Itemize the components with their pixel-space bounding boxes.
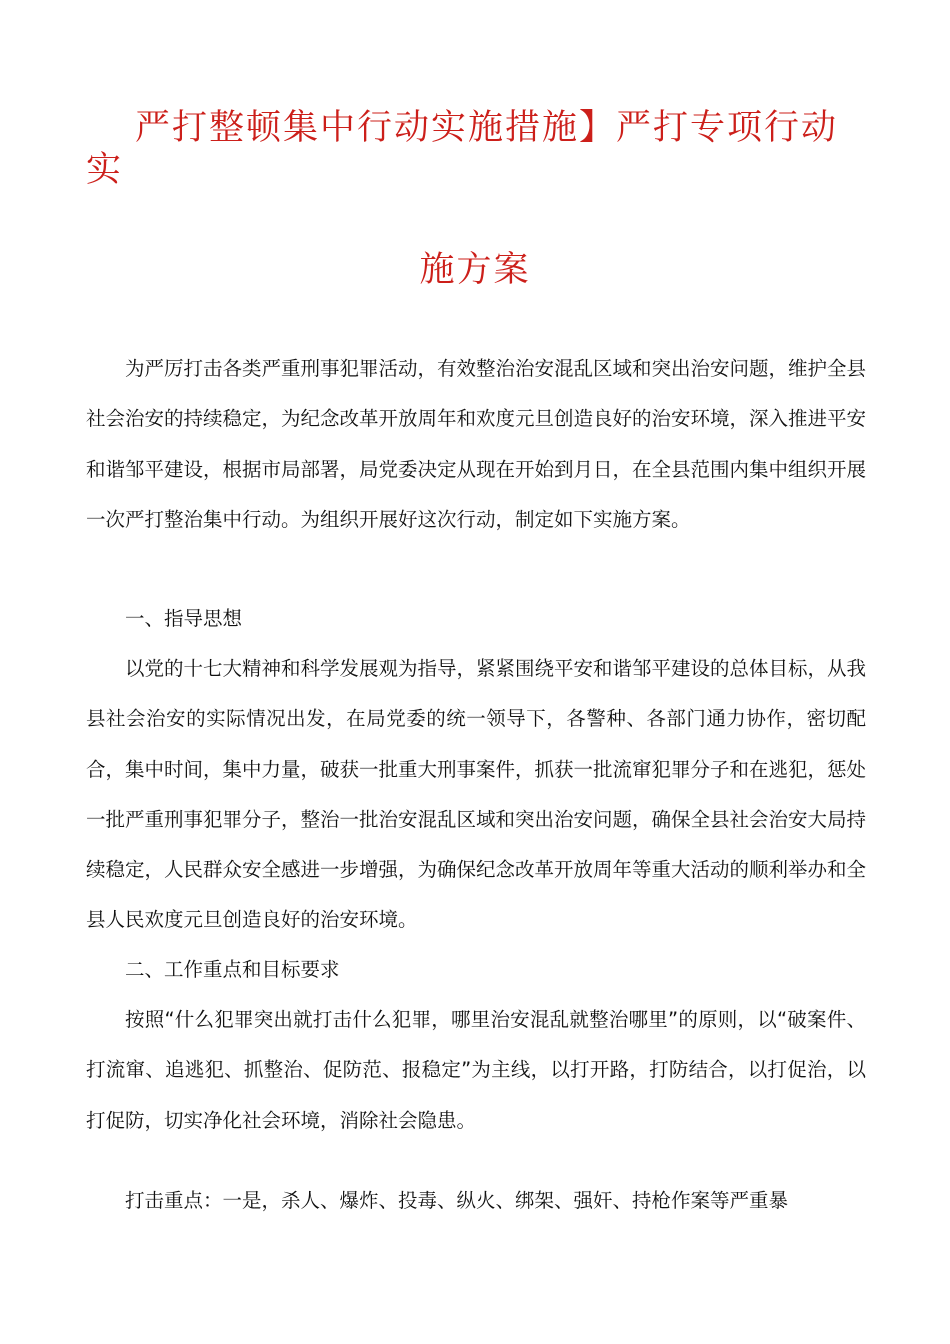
paragraph-guiding-ideology: 以党的十七大精神和科学发展观为指导，紧紧围绕平安和谐邹平建设的总体目标，从我县社会治安的实际情况出发，在局党委的统一领导下，各警种、各部门通力协作，密切配合，集中时间，集中力量，破获一批重大刑事案件，抓获一批流窜犯罪分子和在逃犯，惩处一批严重刑事犯罪分子，整治一批治安混乱区域和突出治安问题，确保全县社会治安大局持续稳定，人民群众安全感进一步增强，为确保纪念改革开放周年等重大活动的顺利举办和全县人民欢度元旦创造良好的治安环境。 bbox=[86, 657, 867, 932]
section-heading-guiding-ideology: 一、指导思想 bbox=[125, 607, 243, 630]
document-title-line-3: 施方案 bbox=[419, 250, 531, 290]
section-heading-work-focus: 二、工作重点和目标要求 bbox=[125, 958, 340, 981]
paragraph-introduction: 为严厉打击各类严重刑事犯罪活动，有效整治治安混乱区域和突出治安问题，维护全县社会治安的持续稳定，为纪念改革开放周年和欢度元旦创造良好的治安环境，深入推进平安和谐邹平建设，根据市局部署，局党委决定从现在开始到月日，在全县范围内集中组织开展一次严打整治集中行动。为组织开展好这次行动，制定如下实施方案。 bbox=[86, 357, 867, 531]
paragraph-crackdown-focus: 打击重点：一是，杀人、爆炸、投毒、纵火、绑架、强奸、持枪作案等严重暴 bbox=[125, 1189, 789, 1212]
document-title-line-1: 严打整顿集中行动实施措施】严打专项行动 bbox=[135, 108, 839, 148]
paragraph-work-principle: 按照“什么犯罪突出就打击什么犯罪，哪里治安混乱就整治哪里”的原则，以“破案件、打流窜、追逃犯、抓整治、促防范、报稳定”为主线，以打开路，打防结合，以打促治，以打促防，切实净化社会环境，消除社会隐患。 bbox=[86, 1008, 866, 1132]
document-title-line-2: 实 bbox=[86, 150, 124, 190]
